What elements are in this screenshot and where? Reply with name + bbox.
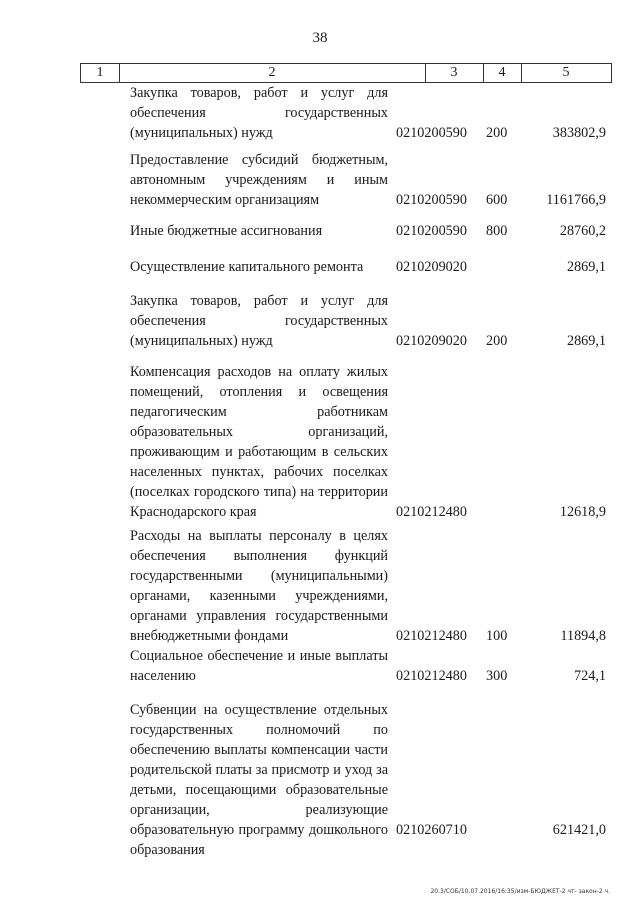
table-row bbox=[0, 83, 640, 143]
row-description: Закупка товаров, работ и услуг для обеспечения государственных (муниципальных) нужд bbox=[130, 85, 388, 141]
row-code: 0210260710 bbox=[396, 822, 467, 838]
document-footer-stamp: 20.3/СОБ/10.07.2016/16:35/изм-БЮДЖЕТ-2 чт- закон-2 ч. bbox=[430, 888, 610, 895]
table-row bbox=[0, 362, 640, 522]
row-description: Осуществление капитального ремонта bbox=[130, 259, 364, 275]
table-row bbox=[0, 291, 640, 351]
header-col-5: 5 bbox=[562, 65, 570, 80]
table-row bbox=[0, 221, 640, 241]
row-description: Компенсация расходов на оплату жилых помещений, отопления и освещения педагогическим работникам образовательных организаций, проживающим и работающим в сельских населенных пунктах, рабочих поселках (поселках городского типа) на территории Краснодарского края bbox=[130, 364, 388, 520]
table-row bbox=[0, 646, 640, 686]
header-col-1: 1 bbox=[96, 65, 104, 80]
row-amount: 724,1 bbox=[574, 668, 606, 684]
row-type: 200 bbox=[486, 125, 508, 141]
row-description: Закупка товаров, работ и услуг для обеспечения государственных (муниципальных) нужд bbox=[130, 293, 388, 349]
row-description: Субвенции на осуществление отдельных государственных полномочий по обеспечению выплаты компенсации части родительской платы за присмотр и уход за детьми, посещающими образовательные организации, реализующие образовательную программу дошкольного образования bbox=[130, 702, 388, 858]
table-row bbox=[0, 150, 640, 210]
row-amount: 12618,9 bbox=[559, 504, 606, 520]
row-code: 0210209020 bbox=[396, 259, 467, 275]
table-row bbox=[0, 700, 640, 858]
row-amount: 28760,2 bbox=[559, 223, 606, 239]
row-code: 0210200590 bbox=[396, 125, 467, 141]
row-code: 0210212480 bbox=[396, 668, 467, 684]
table-row bbox=[0, 526, 640, 646]
row-amount: 2869,1 bbox=[566, 259, 606, 275]
row-code: 0210200590 bbox=[396, 223, 467, 239]
row-code: 0210212480 bbox=[396, 504, 467, 520]
row-description: Предоставление субсидий бюджетным, автономным учреждениям и иным некоммерческим организациям bbox=[130, 152, 388, 208]
table-row bbox=[0, 257, 640, 277]
row-description: Иные бюджетные ассигнования bbox=[130, 223, 323, 239]
row-amount: 621421,0 bbox=[552, 822, 606, 838]
row-code: 0210200590 bbox=[396, 192, 467, 208]
header-col-2: 2 bbox=[268, 65, 276, 80]
header-col-3: 3 bbox=[450, 65, 458, 80]
page-number: 38 bbox=[312, 30, 328, 46]
row-amount: 11894,8 bbox=[560, 628, 606, 644]
row-description: Расходы на выплаты персоналу в целях обеспечения выполнения функций государственными (муниципальными) органами, казенными учреждениями, органами управления государственными внебюджетными фондами bbox=[130, 528, 388, 644]
row-amount: 1161766,9 bbox=[546, 192, 606, 208]
row-amount: 2869,1 bbox=[566, 333, 606, 349]
row-description: Социальное обеспечение и иные выплаты населению bbox=[130, 648, 388, 684]
row-type: 200 bbox=[486, 333, 508, 349]
row-type: 100 bbox=[486, 628, 508, 644]
row-code: 0210209020 bbox=[396, 333, 467, 349]
row-type: 600 bbox=[486, 192, 508, 208]
header-col-4: 4 bbox=[498, 65, 506, 80]
row-type: 800 bbox=[486, 223, 508, 239]
row-type: 300 bbox=[486, 668, 508, 684]
row-amount: 383802,9 bbox=[552, 125, 606, 141]
row-code: 0210212480 bbox=[396, 628, 467, 644]
